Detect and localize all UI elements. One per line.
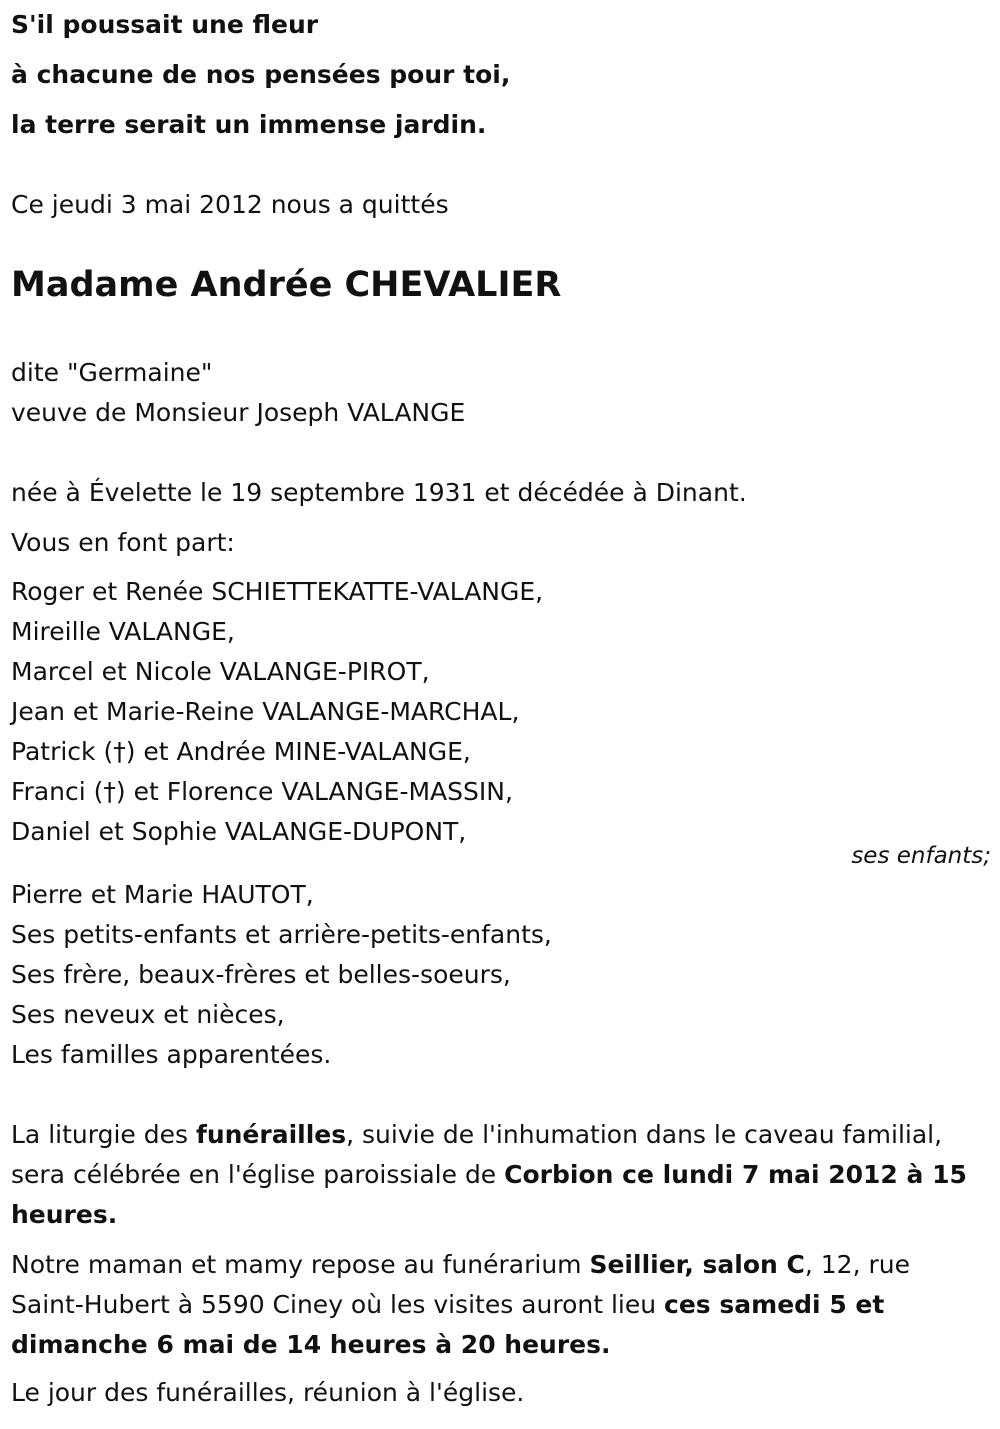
wake-bold-1: Seillier, salon C xyxy=(589,1250,805,1279)
funeral-text-2: , suivie de l'inhumation dans le caveau familial, sera célébrée en l'église paroissiale de xyxy=(11,1120,943,1189)
announce-line: Vous en font part: xyxy=(11,528,235,557)
children-note: ses enfants; xyxy=(851,843,991,869)
family-line: Patrick (†) et Andrée MINE-VALANGE, xyxy=(11,737,471,766)
family-line: Roger et Renée SCHIETTEKATTE-VALANGE, xyxy=(11,577,544,606)
wake-paragraph xyxy=(11,1245,986,1365)
family-line: Les familles apparentées. xyxy=(11,1040,332,1069)
poem-line-1: S'il poussait une fleur xyxy=(11,10,319,39)
funeral-paragraph xyxy=(11,1115,986,1235)
widow-line: veuve de Monsieur Joseph VALANGE xyxy=(11,398,466,427)
family-line: Mireille VALANGE, xyxy=(11,617,235,646)
closing-line: Le jour des funérailles, réunion à l'église. xyxy=(11,1378,525,1407)
family-line: Ses neveux et nièces, xyxy=(11,1000,285,1029)
wake-bold-2: ces samedi 5 et dimanche 6 mai de 14 heures à 20 heures. xyxy=(11,1290,885,1359)
wake-text-2: , 12, rue Saint-Hubert à 5590 Ciney où les visites auront lieu xyxy=(11,1250,910,1319)
poem-line-3: la terre serait un immense jardin. xyxy=(11,110,487,139)
family-line: Jean et Marie-Reine VALANGE-MARCHAL, xyxy=(11,697,520,726)
funeral-text-1: La liturgie des xyxy=(11,1120,196,1149)
family-line: Ses petits-enfants et arrière-petits-enfants, xyxy=(11,920,552,949)
wake-text-1: Notre maman et mamy repose au funérarium xyxy=(11,1250,590,1279)
birth-death-line: née à Évelette le 19 septembre 1931 et décédée à Dinant. xyxy=(11,478,747,507)
family-line: Franci (†) et Florence VALANGE-MASSIN, xyxy=(11,777,513,806)
funeral-bold-2: Corbion ce lundi 7 mai 2012 à 15 heures. xyxy=(11,1160,967,1229)
funeral-bold-1: funérailles xyxy=(195,1120,347,1149)
family-line: Marcel et Nicole VALANGE-PIROT, xyxy=(11,657,430,686)
deceased-name: Madame Andrée CHEVALIER xyxy=(11,265,562,305)
intro-line: Ce jeudi 3 mai 2012 nous a quittés xyxy=(11,190,449,219)
family-line: Pierre et Marie HAUTOT, xyxy=(11,880,314,909)
aka-line: dite "Germaine" xyxy=(11,358,213,387)
family-line: Ses frère, beaux-frères et belles-soeurs, xyxy=(11,960,511,989)
poem-line-2: à chacune de nos pensées pour toi, xyxy=(11,60,511,89)
family-line: Daniel et Sophie VALANGE-DUPONT, xyxy=(11,817,467,846)
